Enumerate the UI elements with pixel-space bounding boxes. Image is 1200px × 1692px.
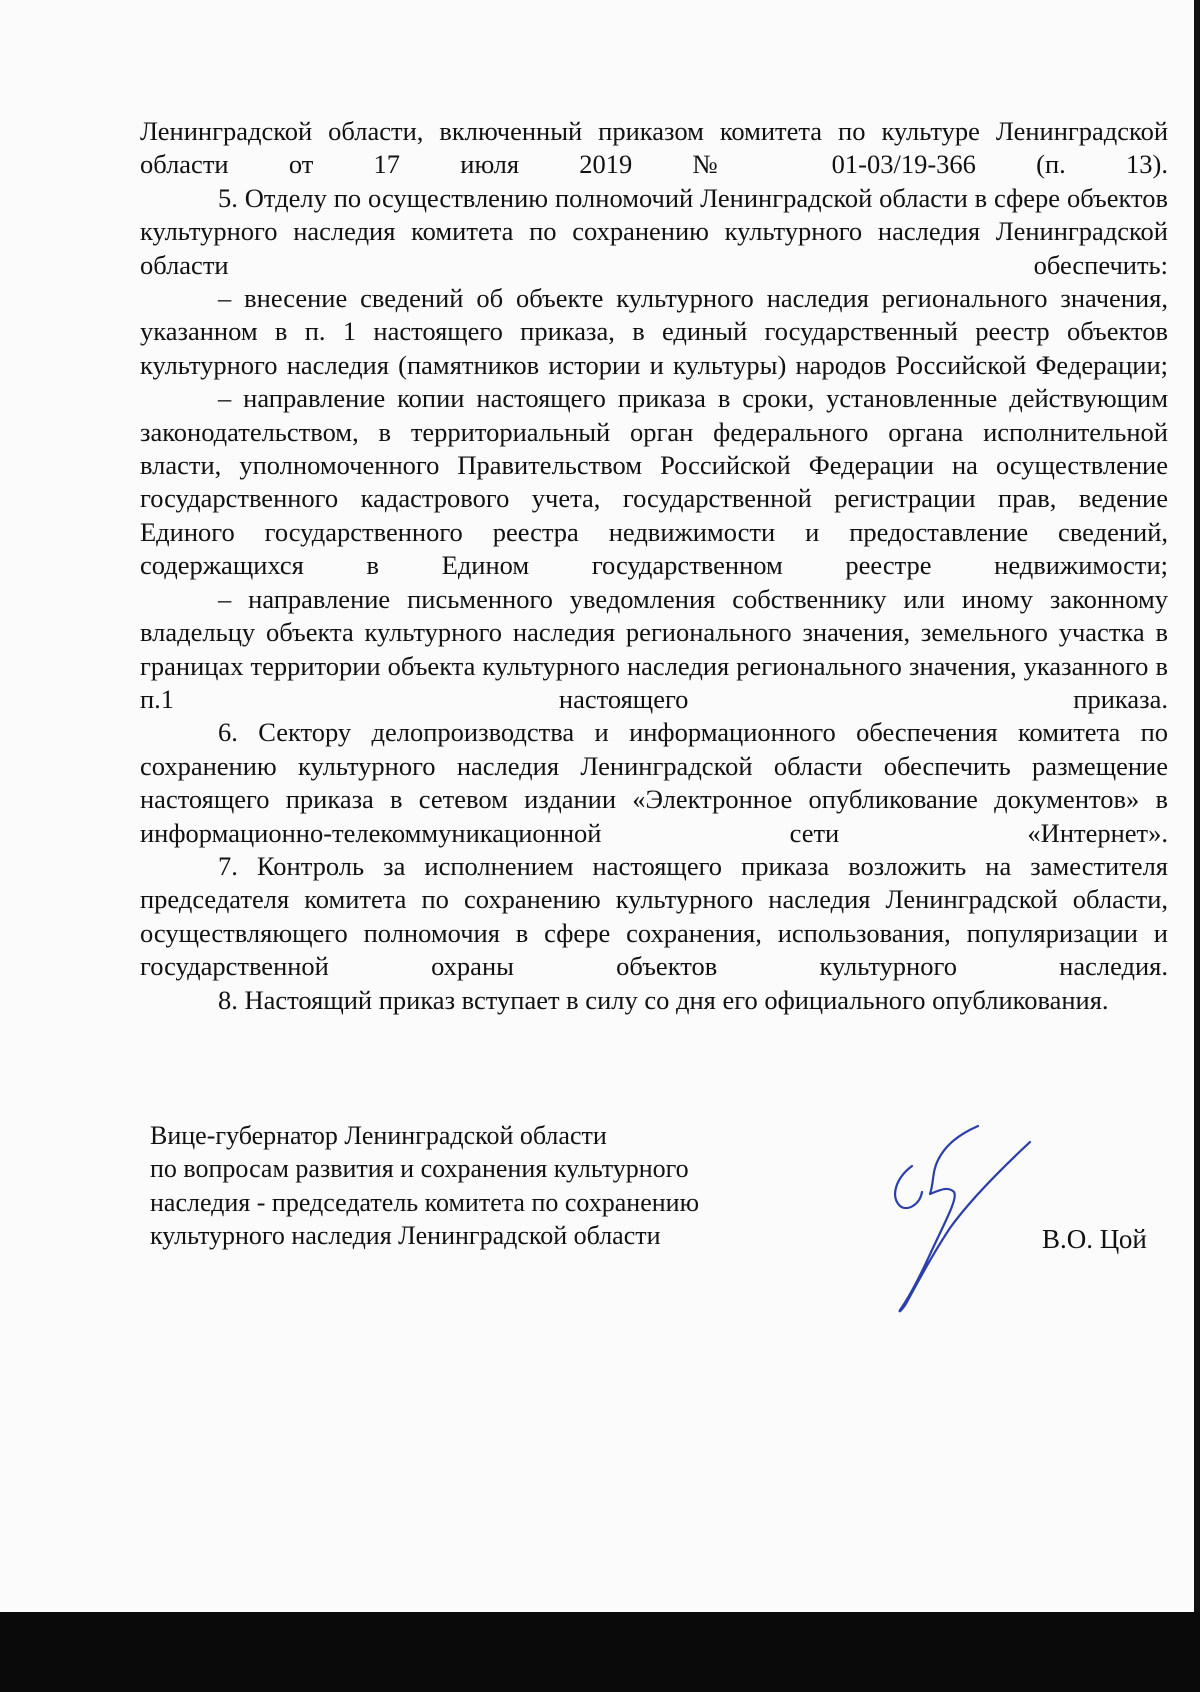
paragraph-item-5: 5. Отделу по осуществлению полномочий Ленинградской области в сфере объектов культурного наследия комитета по сохранению культурного наследия Ленинградской области обеспечить: xyxy=(140,182,1168,280)
signatory-title-line: культурного наследия Ленинградской области xyxy=(150,1221,661,1251)
signer-name: В.О. Цой xyxy=(1042,1224,1147,1254)
paragraph-bullet-copy: – направление копии настоящего приказа в сроки, установленные действующим законодательством, в территориальный орган федерального органа исполнительной власти, уполномоченного Правительством Российской Федерации на осуществление государственного кадастрового учета, государственной регистрации прав, ведение Единого государственного реестра недвижимости и предоставление сведений, содержащихся в Едином государственном реестре недвижимости; xyxy=(140,383,1168,581)
signatory-title-line: наследия - председатель комитета по сохранению xyxy=(150,1187,700,1217)
paragraph-bullet-notice: – направление письменного уведомления собственнику или иному законному владельцу объекта культурного наследия регионального значения, земельного участка в границах территории объекта культурного наследия регионального значения, указанного в п.1 настоящего приказа. xyxy=(140,583,1168,714)
handwritten-signature xyxy=(860,1120,1060,1320)
paragraph-continuation: Ленинградской области, включенный приказом комитета по культуре Ленинградской области от 17 июля 2019 № 01-03/19-366 (п. 13). xyxy=(140,116,1168,180)
signatory-title-line: Вице-губернатор Ленинградской области xyxy=(150,1121,607,1150)
paragraph-bullet-registry: – внесение сведений об объекте культурного наследия регионального значения, указанном в п. 1 настоящего приказа, в единый государственный реестр объектов культурного наследия (памятников истории и культуры) народов Российской Федерации; xyxy=(140,283,1168,380)
scan-edge-right xyxy=(1194,0,1200,1612)
signatory-title-line: по вопросам развития и сохранения культурного xyxy=(150,1154,689,1184)
paragraph-item-7: 7. Контроль за исполнением настоящего приказа возложить на заместителя председателя комитета по сохранению культурного наследия Ленинградской области, осуществляющего полномочия в сфере сохранения, использования, популяризации и государственной охраны объектов культурного наследия. xyxy=(140,850,1168,982)
signatory-title xyxy=(150,1119,790,1253)
paragraph-item-6: 6. Сектору делопроизводства и информационного обеспечения комитета по сохранению культурного наследия Ленинградской области обеспечить размещение настоящего приказа в сетевом издании «Электронное опубликование документов» в информационно-телекоммуникационной сети «Интернет». xyxy=(140,717,1168,848)
document-body xyxy=(140,115,1168,1017)
paragraph-item-8: 8. Настоящий приказ вступает в силу со дня его официального опубликования. xyxy=(218,984,1109,1015)
scan-edge-bottom xyxy=(0,1612,1200,1692)
